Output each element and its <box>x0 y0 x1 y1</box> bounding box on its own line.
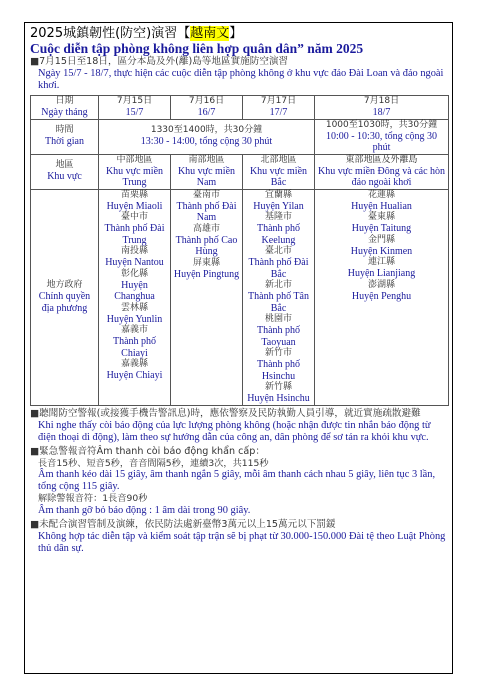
gov-name-zh: 南投縣 <box>120 246 148 256</box>
gov-cell <box>99 189 171 405</box>
intro-vn: Ngày 15/7 - 18/7, thực hiện các cuộc diễn tập phòng không ở khu vực đảo Đài Loan và đảo ngoài khơi. <box>38 68 444 91</box>
title-highlight: 越南文 <box>190 26 230 41</box>
gov-name-zh: 基隆市 <box>264 212 292 222</box>
page-title <box>30 26 447 41</box>
gov-name-vn: Huyện Changhua <box>114 279 155 302</box>
gov-name-vn: Thành phố Đài Trung <box>104 223 165 246</box>
gov-name-vn: Huyện Kinmen <box>350 245 413 257</box>
gov-name-zh: 臺南市 <box>192 189 220 200</box>
area-cell: 南部地區 Khu vực miền Nam <box>171 154 243 189</box>
gov-name-vn: Thành phố Cao Hùng <box>175 234 238 257</box>
gov-name-zh: 苗栗縣 <box>120 189 148 200</box>
gov-name-zh: 嘉義市 <box>120 325 148 335</box>
area-row <box>31 154 449 189</box>
signal-zh: ■緊急警報音符Âm thanh còi báo động khẩn cấp： <box>30 445 265 457</box>
gov-name-vn: Thành phố Hsinchu <box>256 359 301 382</box>
gov-name-vn: Huyện Lianjiang <box>347 268 416 279</box>
alarm-vn: Khi nghe thấy còi báo động của lực lượng phòng không (hoặc nhận được tin nhắn báo động từ điện thoại di động), làm theo sự hướng dẫn của công an, dân phòng để sơ tán ra khỏi khu vực. <box>38 419 431 443</box>
release-vn: Âm thanh gỡ bỏ báo động : 1 âm dài trong 90 giây. <box>38 504 251 516</box>
gov-name-vn: Thành phố Tân Bắc <box>248 291 309 314</box>
alarm-zh: ■聽聞防空警報(或接獲手機告警訊息)時，應依警察及民防執勤人員引導，就近實施疏散避難 <box>30 407 421 419</box>
gov-name-zh: 連江縣 <box>367 257 395 267</box>
gov-name-vn: Thành phố Đài Bắc <box>248 257 309 280</box>
date-row <box>31 96 449 120</box>
release-zh: 解除警報音符：1長音90秒 <box>38 493 148 504</box>
time-last-cell: 1000至1030時，共30分鐘 10:00 - 10:30, tổng cộng 30 phút <box>315 119 449 154</box>
schedule-table <box>30 95 449 406</box>
gov-name-zh: 澎湖縣 <box>367 279 395 290</box>
time-row <box>31 119 449 154</box>
area-cell: 中部地區 Khu vực miền Trung <box>99 154 171 189</box>
gov-name-zh: 雲林縣 <box>120 302 148 313</box>
gov-name-zh: 屏東縣 <box>192 257 220 268</box>
gov-name-vn: Huyện Hualian <box>351 200 412 212</box>
gov-name-vn: Thành phố Chiayi <box>112 336 157 359</box>
gov-name-zh: 彰化縣 <box>120 268 148 279</box>
gov-name-vn: Huyện Yunlin <box>106 313 163 325</box>
gov-name-vn: Thành phố Taoyuan <box>256 325 301 348</box>
gov-cell <box>315 189 449 405</box>
date-cell: 7月15日 15/7 <box>99 96 171 120</box>
gov-name-vn: Huyện Taitung <box>351 223 412 234</box>
signal-zh-detail: 長音15秒、短音5秒，音音間隔5秒，連續3次，共115秒 <box>38 457 269 469</box>
penalty-vn: Không hợp tác diễn tập và kiểm soát tập trận sẽ bị phạt từ 30.000-150.000 Đài tệ theo Luật Phòng thủ dân sự. <box>38 530 446 554</box>
gov-name-zh: 嘉義縣 <box>120 359 148 369</box>
penalty-zh: ■未配合演習管制及演練，依民防法處新臺幣3萬元以上15萬元以下罰鍰 <box>30 518 336 530</box>
date-cell: 7月18日 18/7 <box>315 96 449 120</box>
time-label-cell: 時間 Thời gian <box>31 119 99 154</box>
gov-cell <box>171 189 243 405</box>
gov-name-vn: Thành phố Đài Nam <box>176 200 237 223</box>
gov-name-vn: Huyện Miaoli <box>106 200 163 212</box>
gov-name-zh: 臺東縣 <box>367 212 395 222</box>
time-main-cell: 1330至1400時，共30分鐘 13:30 - 14:00, tổng cộng 30 phút <box>99 119 315 154</box>
poster-frame <box>24 22 453 674</box>
gov-name-zh: 臺北市 <box>264 246 292 256</box>
gov-label-cell: 地方政府 Chính quyền địa phương <box>31 189 99 405</box>
area-cell: 北部地區 Khu vực miền Bắc <box>243 154 315 189</box>
date-cell: 7月17日 17/7 <box>243 96 315 120</box>
gov-name-zh: 宜蘭縣 <box>264 189 292 200</box>
gov-name-zh: 金門縣 <box>367 234 395 245</box>
gov-name-zh: 新竹縣 <box>264 382 292 392</box>
intro-zh: ■7月15日至18日，區分本島及外(離)島等地區實施防空演習 <box>30 56 289 67</box>
gov-name-zh: 高雄市 <box>192 223 220 234</box>
gov-cell <box>243 189 315 405</box>
date-label-cell: 日期 Ngày tháng <box>31 96 99 120</box>
gov-name-vn: Huyện Yilan <box>253 200 304 212</box>
gov-name-zh: 新北市 <box>264 280 292 290</box>
gov-name-zh: 臺中市 <box>120 212 148 222</box>
gov-name-vn: Huyện Hsinchu <box>247 393 310 404</box>
signal-vn: Âm thanh kéo dài 15 giây, âm thanh ngắn 5 giây, mỗi âm thanh cách nhau 5 giây, liên tục 3 lần, tổng cộng 115 giây. <box>38 469 436 492</box>
area-label-cell: 地區 Khu vực <box>31 154 99 189</box>
gov-name-zh: 新竹市 <box>264 348 292 358</box>
page-subtitle: Cuộc diễn tập phòng không liên hợp quân dân” năm 2025 <box>30 41 364 56</box>
gov-name-vn: Huyện Pingtung <box>173 268 240 280</box>
gov-name-zh: 桃園市 <box>264 314 292 324</box>
title-prefix: 2025城鎮韌性(防空)演習【 <box>30 26 191 41</box>
title-suffix: 】 <box>229 26 243 41</box>
area-cell: 東部地區及外離島 Khu vực miền Đông và các hòn đảo ngoài khơi <box>315 154 449 189</box>
date-cell: 7月16日 16/7 <box>171 96 243 120</box>
gov-name-vn: Thành phố Keelung <box>256 223 301 246</box>
gov-name-vn: Huyện Nantou <box>105 257 164 268</box>
gov-name-vn: Huyện Penghu <box>351 290 412 302</box>
gov-row <box>31 189 449 405</box>
gov-name-zh: 花蓮縣 <box>367 189 395 200</box>
gov-name-vn: Huyện Chiayi <box>106 370 163 381</box>
